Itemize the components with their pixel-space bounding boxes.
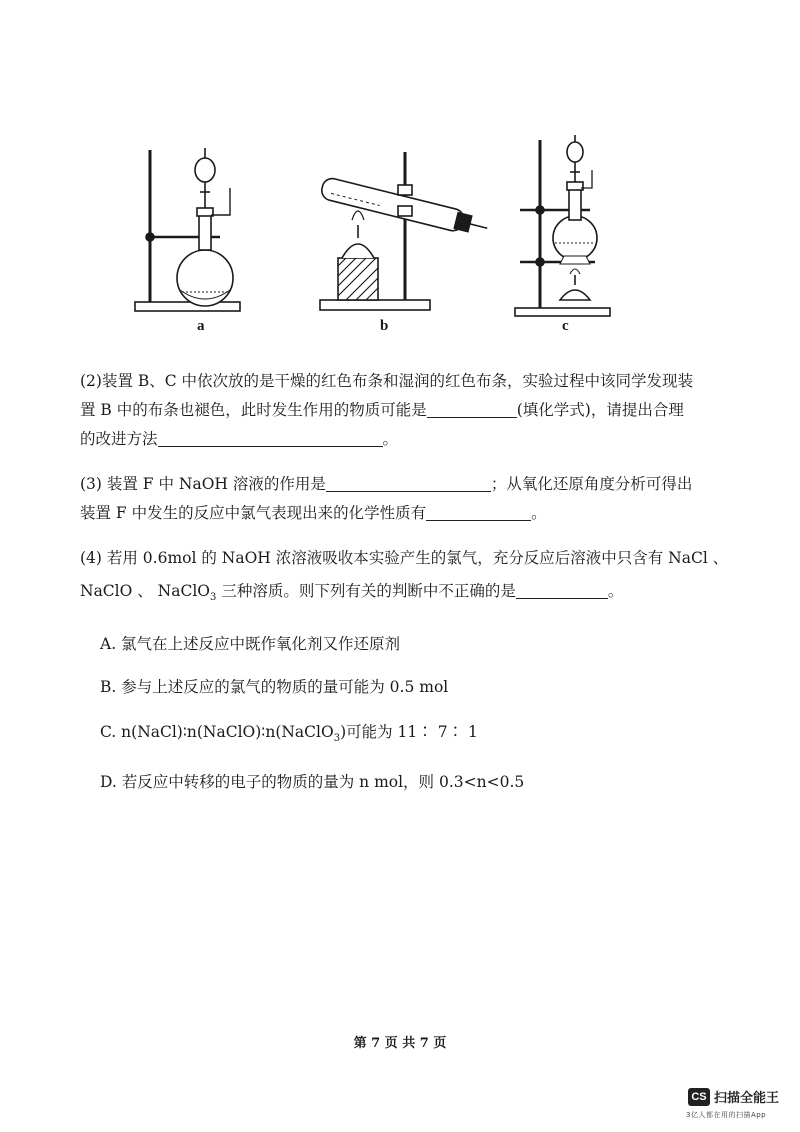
apparatus-a xyxy=(135,148,240,311)
q2-blank-formula[interactable] xyxy=(427,401,517,418)
apparatus-b xyxy=(320,152,490,310)
q3-text-2a: 装置 F 中发生的反应中氯气表现出来的化学性质有 xyxy=(80,504,427,522)
option-c-subscript: 3 xyxy=(333,733,341,745)
option-b: B. 参与上述反应的氯气的物质的量可能为 0.5 mol xyxy=(100,678,449,696)
option-a: A. 氯气在上述反应中既作氧化剂又作还原剂 xyxy=(100,635,401,653)
q3-blank-function[interactable] xyxy=(326,475,491,492)
q4-line-1 xyxy=(80,547,740,569)
q2-blank-method[interactable] xyxy=(158,430,383,447)
q3-text-2b: 。 xyxy=(531,504,547,522)
camscanner-name: 扫描全能王 xyxy=(714,1091,780,1106)
apparatus-figure xyxy=(120,130,620,320)
q2-text-3a: 的改进方法 xyxy=(80,430,158,448)
q2-text-2a: 置 B 中的布条也褪色，此时发生作用的物质可能是 xyxy=(80,401,427,419)
q4-blank-answer[interactable] xyxy=(516,582,608,599)
figure-label-b: b xyxy=(380,318,389,334)
q3-blank-property[interactable] xyxy=(426,504,531,521)
q4-text-1: (4) 若用 0.6mol 的 NaOH 浓溶液吸收本实验产生的氯气，充分反应后溶液中只含有 NaCl 、 xyxy=(80,549,729,567)
figure-label-a: a xyxy=(197,318,205,334)
q3-line-1 xyxy=(80,473,740,495)
apparatus-c xyxy=(515,135,610,316)
camscanner-tagline: 3亿人都在用的扫描App xyxy=(686,1111,767,1119)
q2-text-2b: (填化学式)，请提出合理 xyxy=(516,401,684,419)
q4-line-2 xyxy=(80,580,740,609)
camscanner-logo: CS xyxy=(688,1088,710,1106)
q2-text-1: (2)装置 B、C 中依次放的是干燥的红色布条和湿润的红色布条，实验过程中该同学发现装 xyxy=(80,372,694,390)
q3-text-1b: ；从氧化还原角度分析可得出 xyxy=(490,475,693,493)
q2-line-3 xyxy=(80,428,740,450)
q2-line-1 xyxy=(80,370,740,392)
option-d: D. 若反应中转移的电子的物质的量为 n mol，则 0.3<n<0.5 xyxy=(100,773,525,791)
option-c xyxy=(100,720,478,744)
option-c-text-a: C. n(NaCl)∶n(NaClO)∶n(NaClO xyxy=(100,723,334,741)
q3-text-1a: (3) 装置 F 中 NaOH 溶液的作用是 xyxy=(80,475,326,493)
option-c-text-b: )可能为 11∶ 7∶ 1 xyxy=(340,723,478,741)
q2-text-3b: 。 xyxy=(382,430,399,448)
q4-text-2c: 。 xyxy=(607,582,624,600)
q4-text-2b: 三种溶质。则下列有关的判断中不正确的是 xyxy=(216,582,516,600)
q3-line-2 xyxy=(80,502,740,524)
page-footer: 第 7 页 共 7 页 xyxy=(353,1036,447,1051)
q2-line-2 xyxy=(80,399,740,421)
q4-subscript: 3 xyxy=(210,592,217,604)
figure-label-c: c xyxy=(562,318,569,334)
q4-text-2a: NaClO 、 NaClO xyxy=(80,582,211,600)
